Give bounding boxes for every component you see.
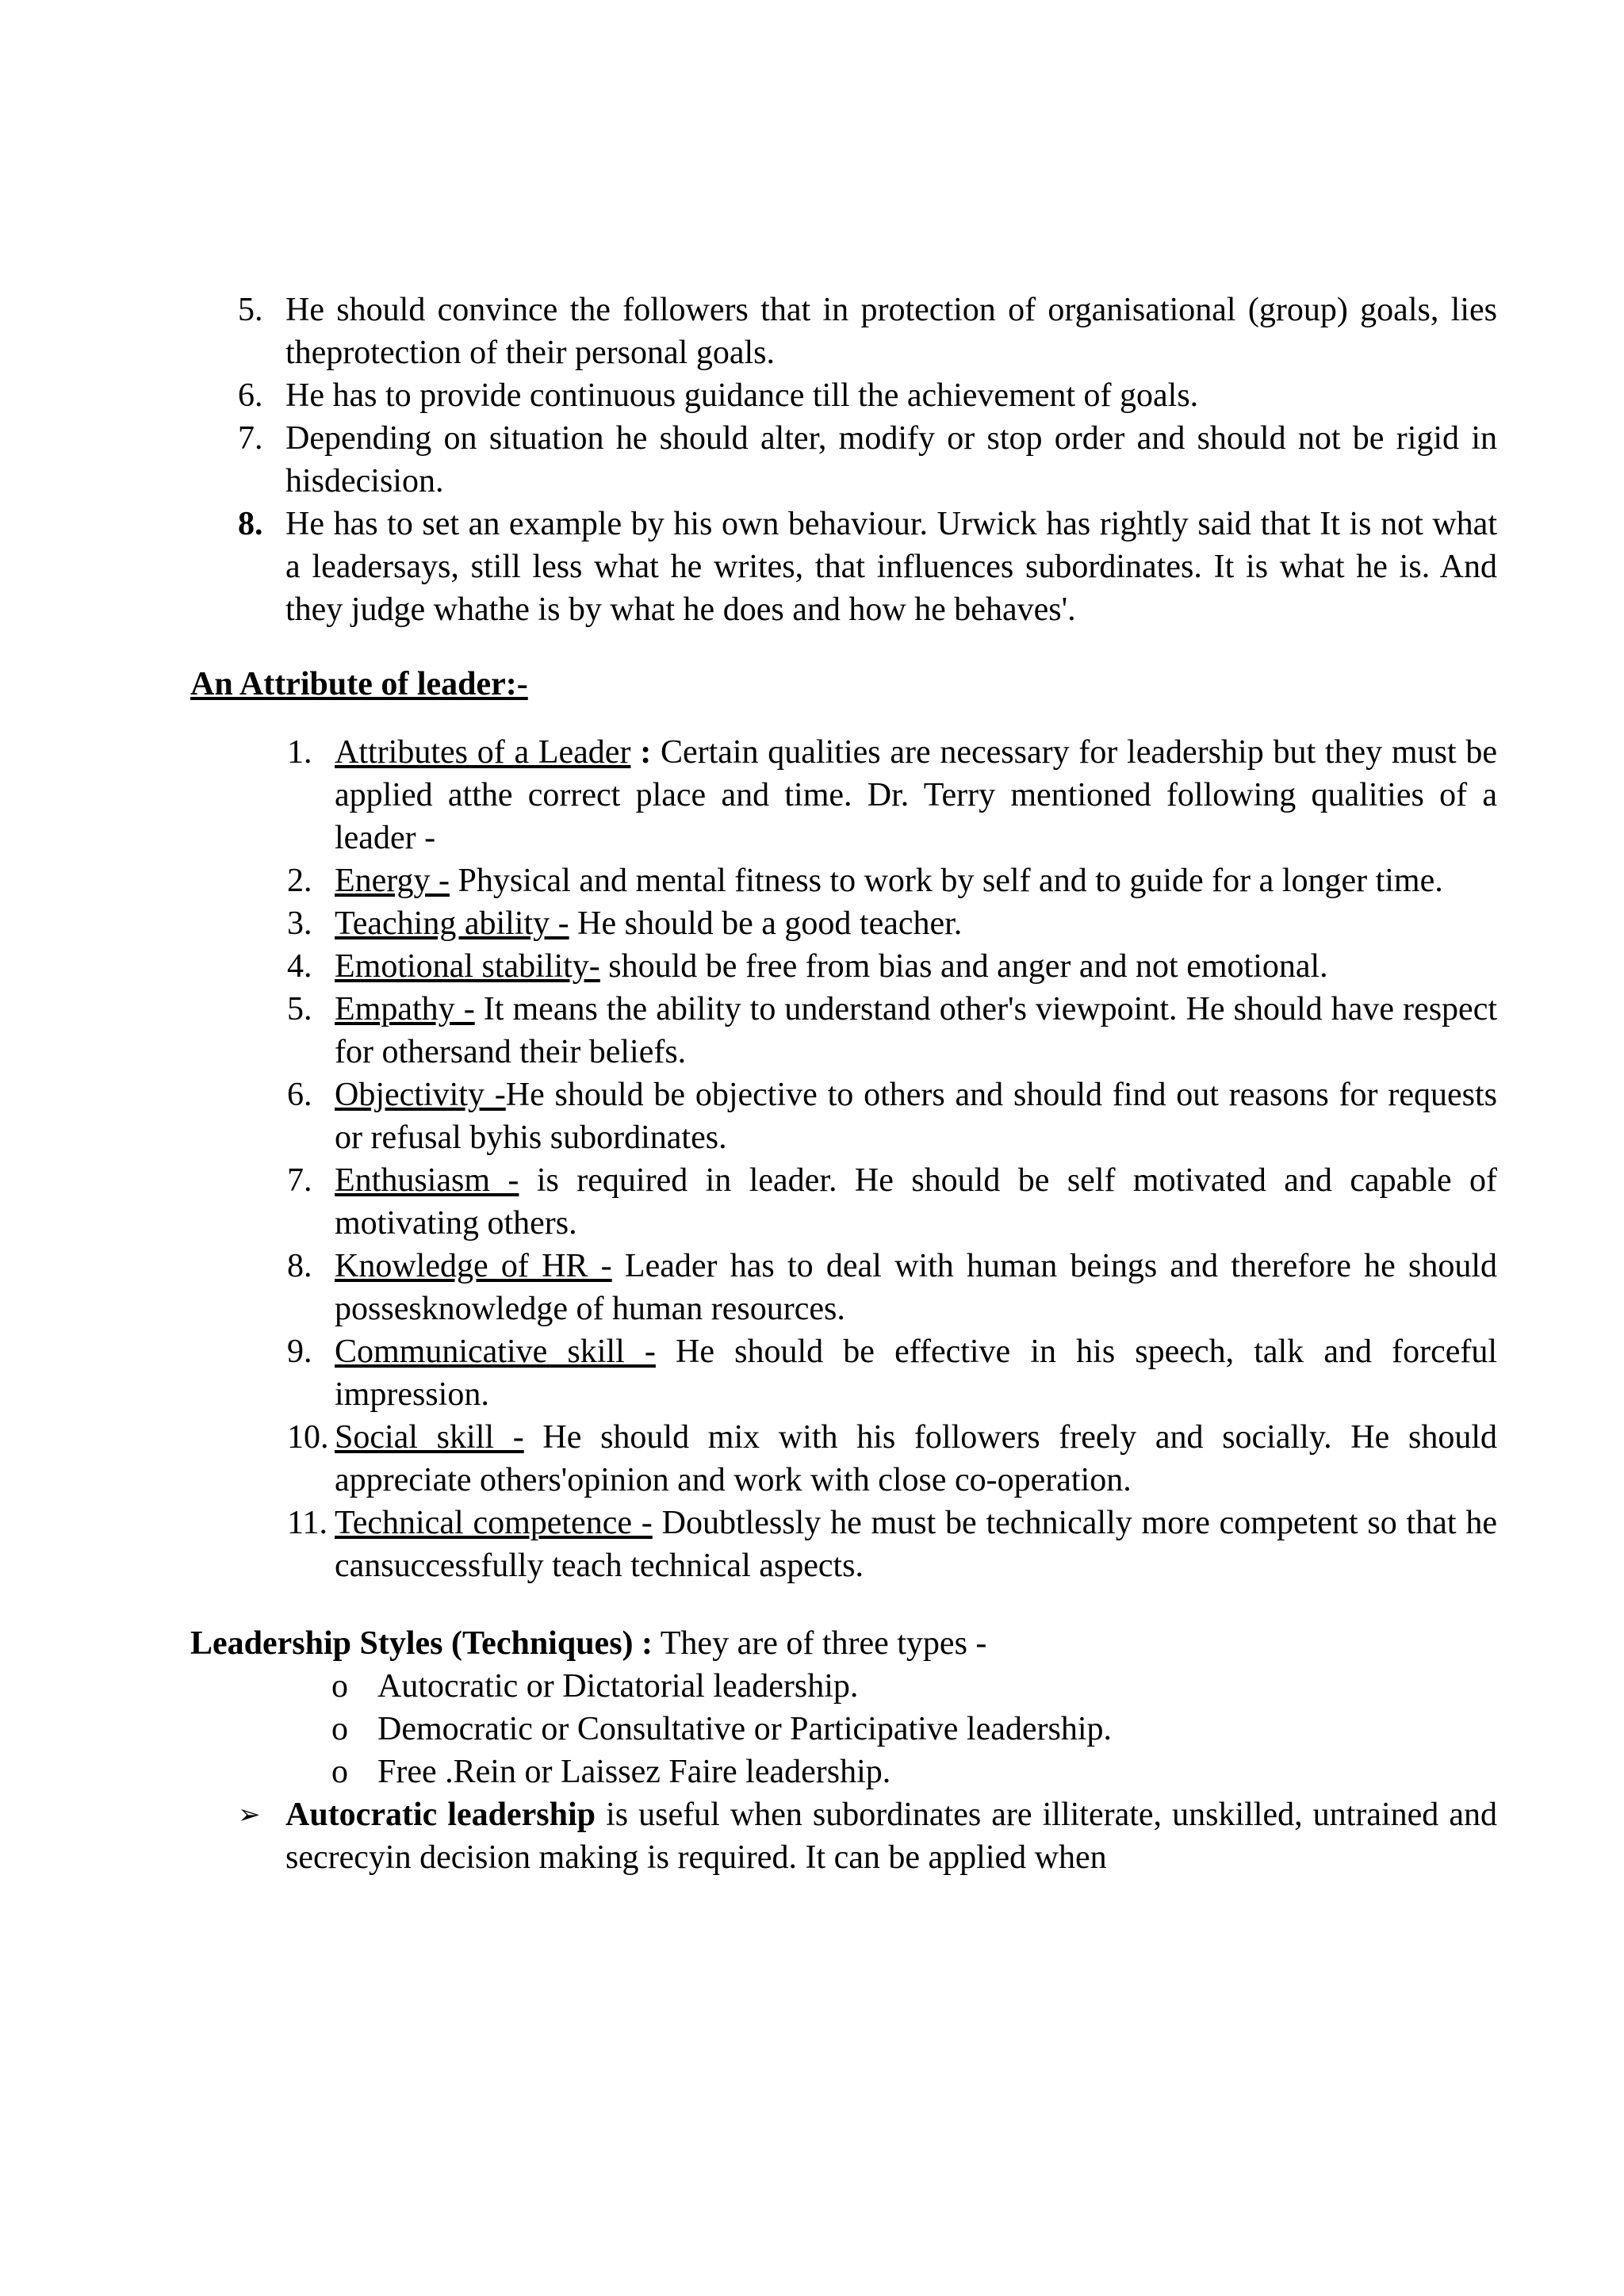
attribute-term: Attributes of a Leader xyxy=(335,734,631,771)
list-number: 11. xyxy=(287,1505,327,1541)
list-number: 10. xyxy=(287,1419,329,1456)
list-number: 5. xyxy=(238,292,263,328)
arrow-bullet-icon: ➢ xyxy=(238,1799,261,1831)
attribute-separator xyxy=(656,1334,676,1370)
attribute-separator xyxy=(653,1505,662,1541)
attribute-separator: : xyxy=(630,734,661,771)
style-item-text: Democratic or Consultative or Participative leadership. xyxy=(377,1711,1113,1747)
list-number: 7. xyxy=(287,1162,312,1199)
page-content xyxy=(190,289,1497,1879)
autocratic-lead: Autocratic leadership xyxy=(285,1797,596,1833)
style-item-text: Free .Rein or Laissez Faire leadership. xyxy=(377,1754,891,1790)
list-item-text: He has to set an example by his own behaviour. Urwick has rightly said that It is not what a leadersays, still less what he writes, that influences subordinates. It is what he is. And they judge whathe is by what he does and how he behaves'. xyxy=(285,506,1497,628)
list-item xyxy=(287,731,1497,859)
attribute-separator xyxy=(569,905,578,942)
attribute-separator xyxy=(450,863,458,899)
autocratic-text: is useful when subordinates are illiterate, unskilled, untrained and secrecyin decision making is required. It can be applied when xyxy=(285,1797,1497,1876)
list-item xyxy=(287,859,1497,902)
style-item-text: Autocratic or Dictatorial leadership. xyxy=(377,1668,859,1705)
attribute-separator xyxy=(600,948,609,985)
leadership-styles-paragraph xyxy=(190,1622,1497,1665)
list-item xyxy=(238,417,1497,503)
list-item xyxy=(238,374,1497,417)
leadership-styles-intro: They are of three types - xyxy=(653,1625,987,1662)
attribute-text: Leader has to deal with human beings and therefore he should possesknowledge of human resources. xyxy=(335,1248,1498,1327)
attribute-term: Emotional stability- xyxy=(335,948,600,985)
list-number: 8. xyxy=(238,506,263,542)
bullet-icon: o xyxy=(331,1668,348,1705)
list-item xyxy=(238,503,1497,631)
list-item xyxy=(331,1708,1497,1751)
attribute-separator xyxy=(519,1162,536,1199)
attributes-list xyxy=(287,731,1497,1587)
list-number: 8. xyxy=(287,1248,312,1284)
list-item xyxy=(287,1245,1497,1330)
attribute-text: Physical and mental fitness to work by self and to guide for a longer time. xyxy=(458,863,1443,899)
list-item xyxy=(331,1751,1497,1793)
bullet-icon: o xyxy=(331,1754,348,1790)
list-item-text: Depending on situation he should alter, modify or stop order and should not be rigid in hisdecision. xyxy=(285,420,1497,499)
attribute-text: He should be objective to others and should find out reasons for requests or refusal byhis subordinates. xyxy=(335,1077,1497,1156)
attribute-term: Knowledge of HR - xyxy=(335,1248,612,1284)
list-item xyxy=(287,902,1497,945)
attribute-separator xyxy=(524,1419,543,1456)
attribute-text: Certain qualities are necessary for leadership but they must be applied atthe correct place and time. Dr. Terry mentioned following qualities of a leader - xyxy=(335,734,1497,856)
attribute-text: is required in leader. He should be self motivated and capable of motivating others. xyxy=(335,1162,1497,1242)
attribute-text: He should be effective in his speech, talk and forceful impression. xyxy=(335,1334,1498,1413)
attribute-separator xyxy=(612,1248,625,1284)
list-item-text: He should convince the followers that in protection of organisational (group) goals, lies theprotection of their personal goals. xyxy=(285,292,1497,371)
list-item xyxy=(287,1502,1497,1587)
list-item xyxy=(287,1073,1497,1159)
list-number: 5. xyxy=(287,991,312,1027)
list-item xyxy=(287,945,1497,988)
list-number: 2. xyxy=(287,863,312,899)
attribute-term: Teaching ability - xyxy=(335,905,569,942)
leadership-styles-heading: Leadership Styles (Techniques) : xyxy=(190,1625,653,1662)
attribute-text: He should mix with his followers freely and socially. He should appreciate others'opinion and work with close co-operation. xyxy=(335,1419,1497,1498)
attribute-term: Energy - xyxy=(335,863,450,899)
list-item-text: He has to provide continuous guidance till the achievement of goals. xyxy=(285,377,1199,414)
attribute-term: Technical competence - xyxy=(335,1505,653,1541)
attribute-heading: An Attribute of leader:- xyxy=(190,666,528,702)
list-number: 1. xyxy=(287,734,312,771)
list-item xyxy=(331,1665,1497,1708)
attribute-separator xyxy=(475,991,484,1027)
attribute-text: He should be a good teacher. xyxy=(577,905,963,942)
list-item xyxy=(238,289,1497,374)
attribute-term: Objectivity - xyxy=(335,1077,506,1113)
attribute-term: Empathy - xyxy=(335,991,475,1027)
attribute-text: should be free from bias and anger and not emotional. xyxy=(608,948,1328,985)
list-number: 6. xyxy=(287,1077,312,1113)
list-number: 7. xyxy=(238,420,263,457)
list-number: 9. xyxy=(287,1334,312,1370)
attribute-term: Social skill - xyxy=(335,1419,524,1456)
list-number: 6. xyxy=(238,377,263,414)
list-item xyxy=(287,1159,1497,1245)
autocratic-paragraph xyxy=(238,1793,1497,1879)
attribute-text: Doubtlessly he must be technically more competent so that he cansuccessfully teach technical aspects. xyxy=(335,1505,1497,1584)
list-item xyxy=(287,1330,1497,1416)
leadership-styles-list xyxy=(331,1665,1497,1793)
list-number: 3. xyxy=(287,905,312,942)
bullet-icon: o xyxy=(331,1711,348,1747)
attribute-term: Communicative skill - xyxy=(335,1334,656,1370)
leader-duties-list xyxy=(238,289,1497,631)
attribute-term: Enthusiasm - xyxy=(335,1162,519,1199)
list-item xyxy=(287,1416,1497,1502)
list-number: 4. xyxy=(287,948,312,985)
attribute-text: It means the ability to understand other's viewpoint. He should have respect for othersand their beliefs. xyxy=(335,991,1498,1070)
list-item xyxy=(287,988,1497,1073)
